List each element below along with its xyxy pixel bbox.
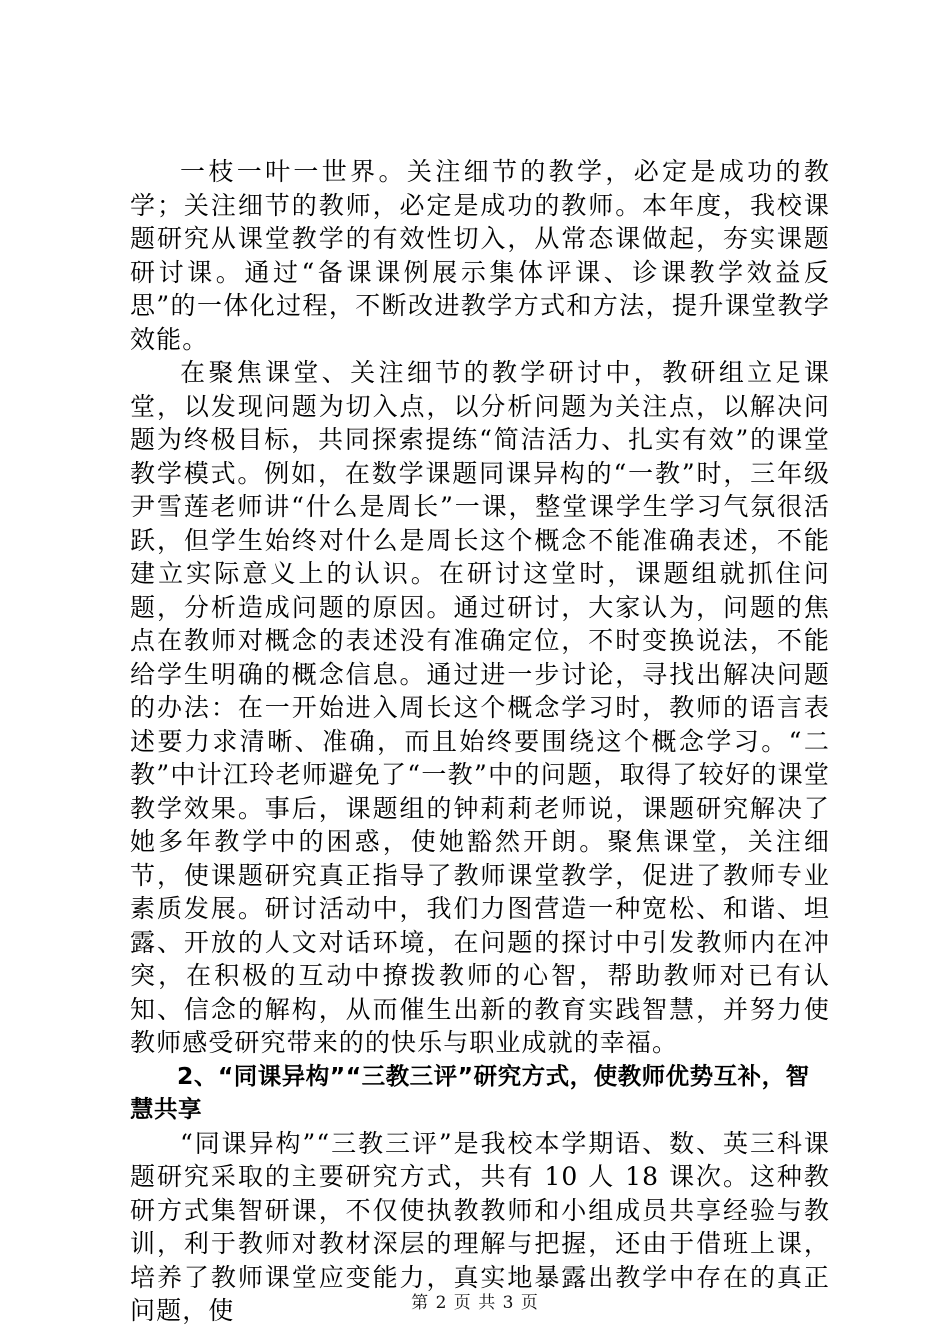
paragraph-details-intro: 一枝一叶一世界。关注细节的教学，必定是成功的教学；关注细节的教师，必定是成功的教师。本年度，我校课题研究从课堂教学的有效性切入，从常态课做起，夯实课题研讨课。通过“备课课例展示集体评课、诊课教学效益反思”的一体化过程，不断改进教学方式和方法，提升课堂教学效能。 <box>130 157 830 354</box>
page-footer: 第 2 页 共 3 页 <box>411 1293 539 1313</box>
section-heading: 2、“同课异构”“三教三评”研究方式，使教师优势互补，智慧共享 <box>130 1061 810 1123</box>
paragraph-classroom-research: 在聚焦课堂、关注细节的教学研讨中，教研组立足课堂，以发现问题为切入点，以分析问题为关注点，以解决问题为终极目标，共同探索提练“简洁活力、扎实有效”的课堂教学模式。例如，在数学课题同课异构的“一教”时，三年级尹雪莲老师讲“什么是周长”一课，整堂课学生学习气氛很活跃，但学生始终对什么是周长这个概念不能准确表述，不能建立实际意义上的认识。在研讨这堂时，课题组就抓住问题，分析造成问题的原因。通过研讨，大家认为，问题的焦点在教师对概念的表述没有准确定位，不时变换说法，不能给学生明确的概念信息。通过进一步讨论，寻找出解决问题的办法：在一开始进入周长这个概念学习时，教师的语言表述要力求清晰、准确，而且始终要围绕这个概念学习。“二教”中计江玲老师避免了“一教”中的问题，取得了较好的课堂教学效果。事后，课题组的钟莉莉老师说，课题研究解决了她多年教学中的困惑，使她豁然开朗。聚焦课堂，关注细节，使课题研究真正指导了教师课堂教学，促进了教师专业素质发展。研讨活动中，我们力图营造一种宽松、和谐、坦露、开放的人文对话环境，在问题的探讨中引发教师内在冲突，在积极的互动中撩拨教师的心智，帮助教师对已有认知、信念的解构，从而催生出新的教育实践智慧，并努力使教师感受研究带来的的快乐与职业成就的幸福。 <box>130 358 830 1057</box>
paragraph-same-lesson: “同课异构”“三教三评”是我校本学期语、数、英三科课题研究采取的主要研究方式，共有 10 人 18 课次。这种教研方式集智研课，不仅使执教教师和小组成员共享经验与教训，利于教师对教材深层的理解与把握，还由于借班上课，培养了教师课堂应变能力，真实地暴露出教学中存在的真正问题，使 <box>130 1128 830 1325</box>
document-body <box>130 155 830 1328</box>
